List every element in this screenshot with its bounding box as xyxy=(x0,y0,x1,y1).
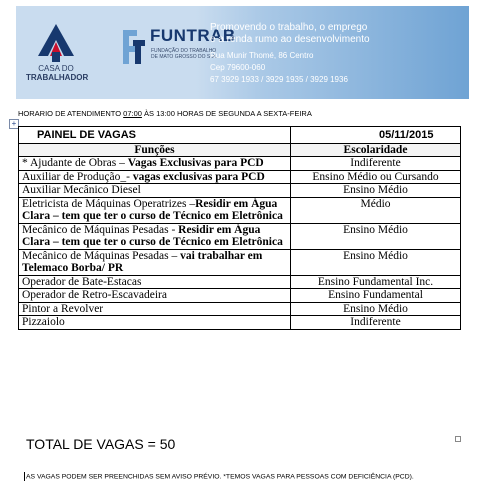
column-header-escolaridade: Escolaridade xyxy=(291,143,461,157)
funcao-cell xyxy=(19,157,291,171)
banner-address xyxy=(210,50,348,86)
vacancies-table xyxy=(18,126,461,330)
table-row xyxy=(19,249,461,275)
footer-note-text: AS VAGAS PODEM SER PREENCHIDAS SEM AVISO PRÉVIO. *TEMOS VAGAS PARA PESSOAS COM DEFICIÊNCIA (PCD). xyxy=(26,473,414,481)
funcao-requirement: vai trabalhar em Telemaco Borba/ PR xyxy=(22,249,263,274)
table-body xyxy=(19,157,461,330)
funcao-text: Mecânico de Máquinas Pesadas – xyxy=(22,249,181,262)
casa-line2: TRABALHADOR xyxy=(26,73,89,82)
funcao-text: Operador de Retro-Escavadeira xyxy=(22,289,167,301)
funcao-text: Auxiliar Mecânico Diesel xyxy=(22,184,141,196)
header-banner xyxy=(16,6,469,99)
funcao-cell xyxy=(19,275,291,289)
cep-line: Cep 79600-060 xyxy=(210,63,266,72)
escolaridade-cell: Ensino Médio xyxy=(291,302,461,316)
escolaridade-cell: Ensino Médio xyxy=(291,184,461,198)
column-header-funcoes: Funções xyxy=(19,143,291,157)
escolaridade-cell: Ensino Médio xyxy=(291,223,461,249)
table-resize-handle[interactable] xyxy=(455,436,461,442)
funcao-cell xyxy=(19,302,291,316)
funcao-cell xyxy=(19,316,291,330)
funcao-cell xyxy=(19,184,291,198)
funcao-requirement: Residir em Água Clara – tem que ter o curso de Técnico em Eletrônica xyxy=(22,223,283,248)
funcao-text: Operador de Bate-Estacas xyxy=(22,275,142,288)
funcao-requirement: Vagas Exclusivas para PCD xyxy=(127,157,264,169)
funcao-text: Auxiliar de Produção_- xyxy=(22,170,133,183)
table-row xyxy=(19,184,461,198)
table-title-row xyxy=(19,127,461,144)
footer-note xyxy=(24,472,414,481)
table-row xyxy=(19,223,461,249)
table-row xyxy=(19,157,461,171)
funcao-requirement: Residir em Água Clara – tem que ter o curso de Técnico em Eletrônica xyxy=(22,197,283,222)
funcao-cell xyxy=(19,289,291,303)
table-row xyxy=(19,275,461,289)
funcao-cell xyxy=(19,249,291,275)
casa-do-trabalhador-text xyxy=(26,64,89,82)
table-title: PAINEL DE VAGAS xyxy=(19,127,291,144)
funcao-text: Pizzaiolo xyxy=(22,316,65,328)
text-cursor xyxy=(24,472,25,481)
escolaridade-cell: Ensino Fundamental xyxy=(291,289,461,303)
table-header-row xyxy=(19,143,461,157)
banner-slogan xyxy=(210,22,370,46)
funcao-cell xyxy=(19,223,291,249)
table-row xyxy=(19,316,461,330)
phones-line: 67 3929 1933 / 3929 1935 / 3929 1936 xyxy=(210,75,348,84)
funcao-text: * Ajudante de Obras – xyxy=(22,157,128,169)
total-vacancies: TOTAL DE VAGAS = 50 xyxy=(26,436,176,452)
slogan-line1: Promovendo o trabalho, o emprego xyxy=(210,22,368,33)
escolaridade-cell: Ensino Médio ou Cursando xyxy=(291,170,461,184)
hours-line xyxy=(18,109,312,118)
funcao-cell xyxy=(19,197,291,223)
slogan-line2: e a renda rumo ao desenvolvimento xyxy=(210,34,370,45)
funcao-cell xyxy=(19,170,291,184)
address-line: Rua Munir Thomé, 86 Centro xyxy=(210,51,314,60)
hours-prefix: HORARIO DE ATENDIMENTO xyxy=(18,109,124,118)
table-date: 05/11/2015 xyxy=(291,127,461,144)
funtrab-subtitle: FUNDAÇÃO DO TRABALHO DE MATO GROSSO DO SUL xyxy=(151,48,217,60)
funcao-text: Eletricista de Máquinas Operatrizes – xyxy=(22,197,196,210)
escolaridade-cell: Médio xyxy=(291,197,461,223)
table-row xyxy=(19,289,461,303)
funcao-requirement: vagas exclusivas para PCD xyxy=(132,170,265,183)
escolaridade-cell: Indiferente xyxy=(291,316,461,330)
table-move-handle-icon[interactable]: + xyxy=(9,119,19,129)
escolaridade-cell: Indiferente xyxy=(291,157,461,171)
escolaridade-cell: Ensino Médio xyxy=(291,249,461,275)
funcao-text: Pintor a Revolver xyxy=(22,302,104,315)
table-row xyxy=(19,170,461,184)
table-row xyxy=(19,302,461,316)
hours-time: 07:00 xyxy=(123,109,142,118)
escolaridade-cell: Ensino Fundamental Inc. xyxy=(291,275,461,289)
funtrab-name: FUNTRAB xyxy=(150,26,236,45)
funcao-text: Mecânico de Máquinas Pesadas - xyxy=(22,223,179,236)
casa-line1: CASA DO xyxy=(38,64,74,73)
table-row xyxy=(19,197,461,223)
funtrab-logo-icon xyxy=(119,26,147,68)
hours-suffix: ÀS 13:00 HORAS DE SEGUNDA A SEXTA-FEIRA xyxy=(141,109,312,118)
